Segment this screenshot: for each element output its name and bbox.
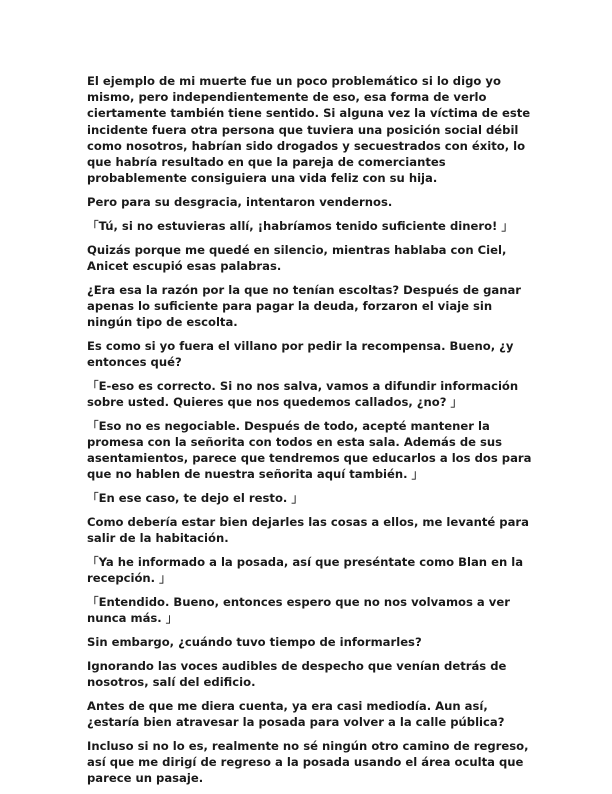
paragraph: Quizás porque me quedé en silencio, mientras hablaba con Ciel, Anicet escupió esas palabras. (87, 242, 507, 273)
dialogue-paragraph: 「Eso no es negociable. Después de todo, acepté mantener la promesa con la señorita con todos en esta sala. Además de sus asentamientos, parece que tendremos que educarlos a los dos para que no hablen de nuestra señorita aquí también. 」 (87, 418, 532, 482)
dialogue-paragraph: 「Tú, si no estuvieras allí, ¡habríamos tenido suficiente dinero! 」 (87, 218, 513, 233)
paragraph: Sin embargo, ¿cuándo tuvo tiempo de informarles? (87, 635, 422, 650)
paragraph: Es como si yo fuera el villano por pedir la recompensa. Bueno, ¿y entonces qué? (87, 338, 514, 370)
paragraph: Como debería estar bien dejarles las cosas a ellos, me levanté para salir de la habitación. (87, 515, 529, 546)
dialogue-paragraph: 「E-eso es correcto. Si no nos salva, vamos a difundir información sobre usted. Quieres que nos quedemos callados, ¿no? 」 (87, 378, 519, 410)
dialogue-paragraph: 「En ese caso, te dejo el resto. 」 (87, 491, 303, 506)
dialogue-paragraph: 「Entendido. Bueno, entonces espero que no nos volvamos a ver nunca más. 」 (87, 595, 510, 626)
paragraph: Ignorando las voces audibles de despecho que venían detrás de nosotros, salí del edificio. (87, 658, 507, 690)
paragraph: Pero para su desgracia, intentaron vendernos. (87, 195, 393, 210)
paragraph: Incluso si no lo es, realmente no sé ningún otro camino de regreso, así que me dirigí de regreso a la posada usando el área oculta que parece un pasaje. (87, 738, 529, 786)
paragraph: El ejemplo de mi muerte fue un poco problemático si lo digo yo mismo, pero independientemente de eso, esa forma de verlo ciertamente también tiene sentido. Si alguna vez la víctima de este incidente fuera otra persona que tuviera una posición social débil como nosotros, habrían sido drogados y secuestrados con éxito, lo que habría resultado en que la pareja de comerciantes probablemente consiguiera una vida feliz con su hija. (87, 74, 531, 186)
document-body (87, 73, 533, 794)
paragraph: ¿Era esa la razón por la que no tenían escoltas? Después de ganar apenas lo suficiente para pagar la deuda, forzaron el viaje sin ningún tipo de escolta. (87, 282, 521, 330)
dialogue-paragraph: 「Ya he informado a la posada, así que preséntate como Blan en la recepción. 」 (87, 555, 524, 586)
paragraph: Antes de que me diera cuenta, ya era casi mediodía. Aun así, ¿estaría bien atravesar la posada para volver a la calle pública? (87, 698, 505, 730)
